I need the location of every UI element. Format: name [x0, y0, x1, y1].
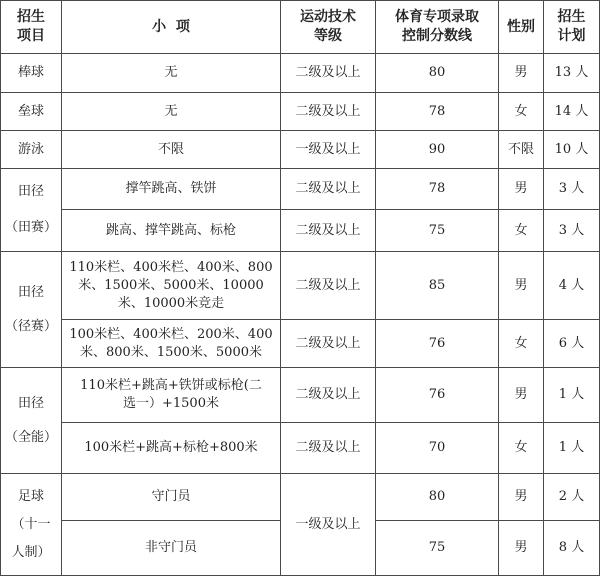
project-line: 人制）: [11, 544, 51, 560]
score-cell: 80: [376, 474, 499, 521]
subitem-cell: 非守门员: [62, 521, 281, 576]
subitem-cell: [62, 368, 281, 423]
level-cell: 一级及以上: [281, 474, 376, 576]
subitem-cell: 无: [62, 93, 281, 131]
table-row: [1, 252, 600, 320]
project-line: （径赛）: [5, 318, 58, 334]
gender-cell: 男: [499, 252, 544, 320]
score-cell: 75: [376, 521, 499, 576]
header-subitem: 小 项: [62, 1, 281, 54]
table-row: [1, 368, 600, 423]
score-cell: 85: [376, 252, 499, 320]
score-cell: 75: [376, 210, 499, 252]
table-row: [1, 93, 600, 131]
level-cell: 二级及以上: [281, 368, 376, 423]
score-cell: 90: [376, 131, 499, 169]
header-score-line: 控制分数线: [402, 28, 472, 44]
plan-cell: 4 人: [544, 252, 600, 320]
subitem-line: 110米栏+跳高+铁饼或标枪(二: [80, 378, 262, 393]
project-line: （十一: [11, 516, 51, 532]
level-cell: 二级及以上: [281, 169, 376, 210]
subitem-cell: 守门员: [62, 474, 281, 521]
project-cell: [1, 474, 62, 576]
header-score-line: 体育专项录取: [395, 9, 479, 25]
header-plan-line: 计划: [557, 28, 586, 44]
project-line: 田径: [17, 284, 44, 300]
table-row: [1, 131, 600, 169]
level-cell: 二级及以上: [281, 93, 376, 131]
gender-cell: 男: [499, 368, 544, 423]
header-project: [1, 1, 62, 54]
plan-cell: 10 人: [544, 131, 600, 169]
table-row: [1, 423, 600, 474]
subitem-line: 米、800米、1500米、5000米: [80, 344, 262, 360]
plan-cell: 1 人: [544, 368, 600, 423]
gender-cell: 女: [499, 320, 544, 368]
subitem-line: 100米栏、400米栏、200米、400: [69, 326, 273, 342]
subitem-line: 选一）+1500米: [123, 396, 219, 411]
gender-cell: 女: [499, 423, 544, 474]
gender-cell: 女: [499, 93, 544, 131]
plan-cell: 13 人: [544, 54, 600, 93]
gender-cell: 男: [499, 169, 544, 210]
table-row: [1, 54, 600, 93]
score-cell: 70: [376, 423, 499, 474]
score-cell: 78: [376, 169, 499, 210]
project-cell: [1, 368, 62, 474]
subitem-line: 110米栏、400米栏、400米、800: [69, 259, 273, 275]
header-row: [1, 1, 600, 54]
level-cell: 一级及以上: [281, 131, 376, 169]
project-cell: 棒球: [1, 54, 62, 93]
level-cell: 二级及以上: [281, 423, 376, 474]
header-level-line: 运动技术: [300, 9, 356, 25]
header-project-line: 招生: [17, 9, 45, 25]
subitem-cell: 撑竿跳高、铁饼: [62, 169, 281, 210]
project-line: （全能）: [5, 429, 58, 445]
plan-cell: 3 人: [544, 210, 600, 252]
gender-cell: 男: [499, 54, 544, 93]
level-cell: 二级及以上: [281, 252, 376, 320]
gender-cell: 男: [499, 474, 544, 521]
header-project-line: 项目: [17, 28, 45, 44]
score-cell: 76: [376, 320, 499, 368]
score-cell: 78: [376, 93, 499, 131]
plan-cell: 2 人: [544, 474, 600, 521]
project-line: 田径: [17, 184, 44, 199]
header-score: [376, 1, 499, 54]
project-line: （田赛）: [5, 220, 58, 235]
table-row: [1, 210, 600, 252]
subitem-cell: [62, 252, 281, 320]
score-cell: 80: [376, 54, 499, 93]
table-row: [1, 320, 600, 368]
plan-cell: 3 人: [544, 169, 600, 210]
gender-cell: 男: [499, 521, 544, 576]
project-cell: [1, 252, 62, 368]
level-cell: 二级及以上: [281, 320, 376, 368]
plan-cell: 6 人: [544, 320, 600, 368]
plan-cell: 1 人: [544, 423, 600, 474]
subitem-cell: 无: [62, 54, 281, 93]
plan-cell: 8 人: [544, 521, 600, 576]
subitem-cell: [62, 320, 281, 368]
project-line: 足球: [17, 488, 44, 504]
project-cell: [1, 169, 62, 252]
header-gender: 性别: [499, 1, 544, 54]
subitem-cell: 100米栏+跳高+标枪+800米: [62, 423, 281, 474]
header-level-line: 等级: [314, 28, 342, 44]
project-line: 田径: [17, 395, 44, 411]
score-cell: 76: [376, 368, 499, 423]
subitem-line: 米、1500米、5000米、10000: [78, 277, 264, 293]
level-cell: 二级及以上: [281, 210, 376, 252]
header-plan-line: 招生: [557, 9, 586, 25]
gender-cell: 女: [499, 210, 544, 252]
table-row: [1, 169, 600, 210]
table-row: [1, 474, 600, 521]
subitem-cell: 不限: [62, 131, 281, 169]
subitem-cell: 跳高、撑竿跳高、标枪: [62, 210, 281, 252]
project-cell: 游泳: [1, 131, 62, 169]
project-cell: 垒球: [1, 93, 62, 131]
header-plan: [544, 1, 600, 54]
subitem-line: 米、10000米竞走: [117, 295, 225, 311]
level-cell: 二级及以上: [281, 54, 376, 93]
gender-cell: 不限: [499, 131, 544, 169]
header-level: [281, 1, 376, 54]
plan-cell: 14 人: [544, 93, 600, 131]
